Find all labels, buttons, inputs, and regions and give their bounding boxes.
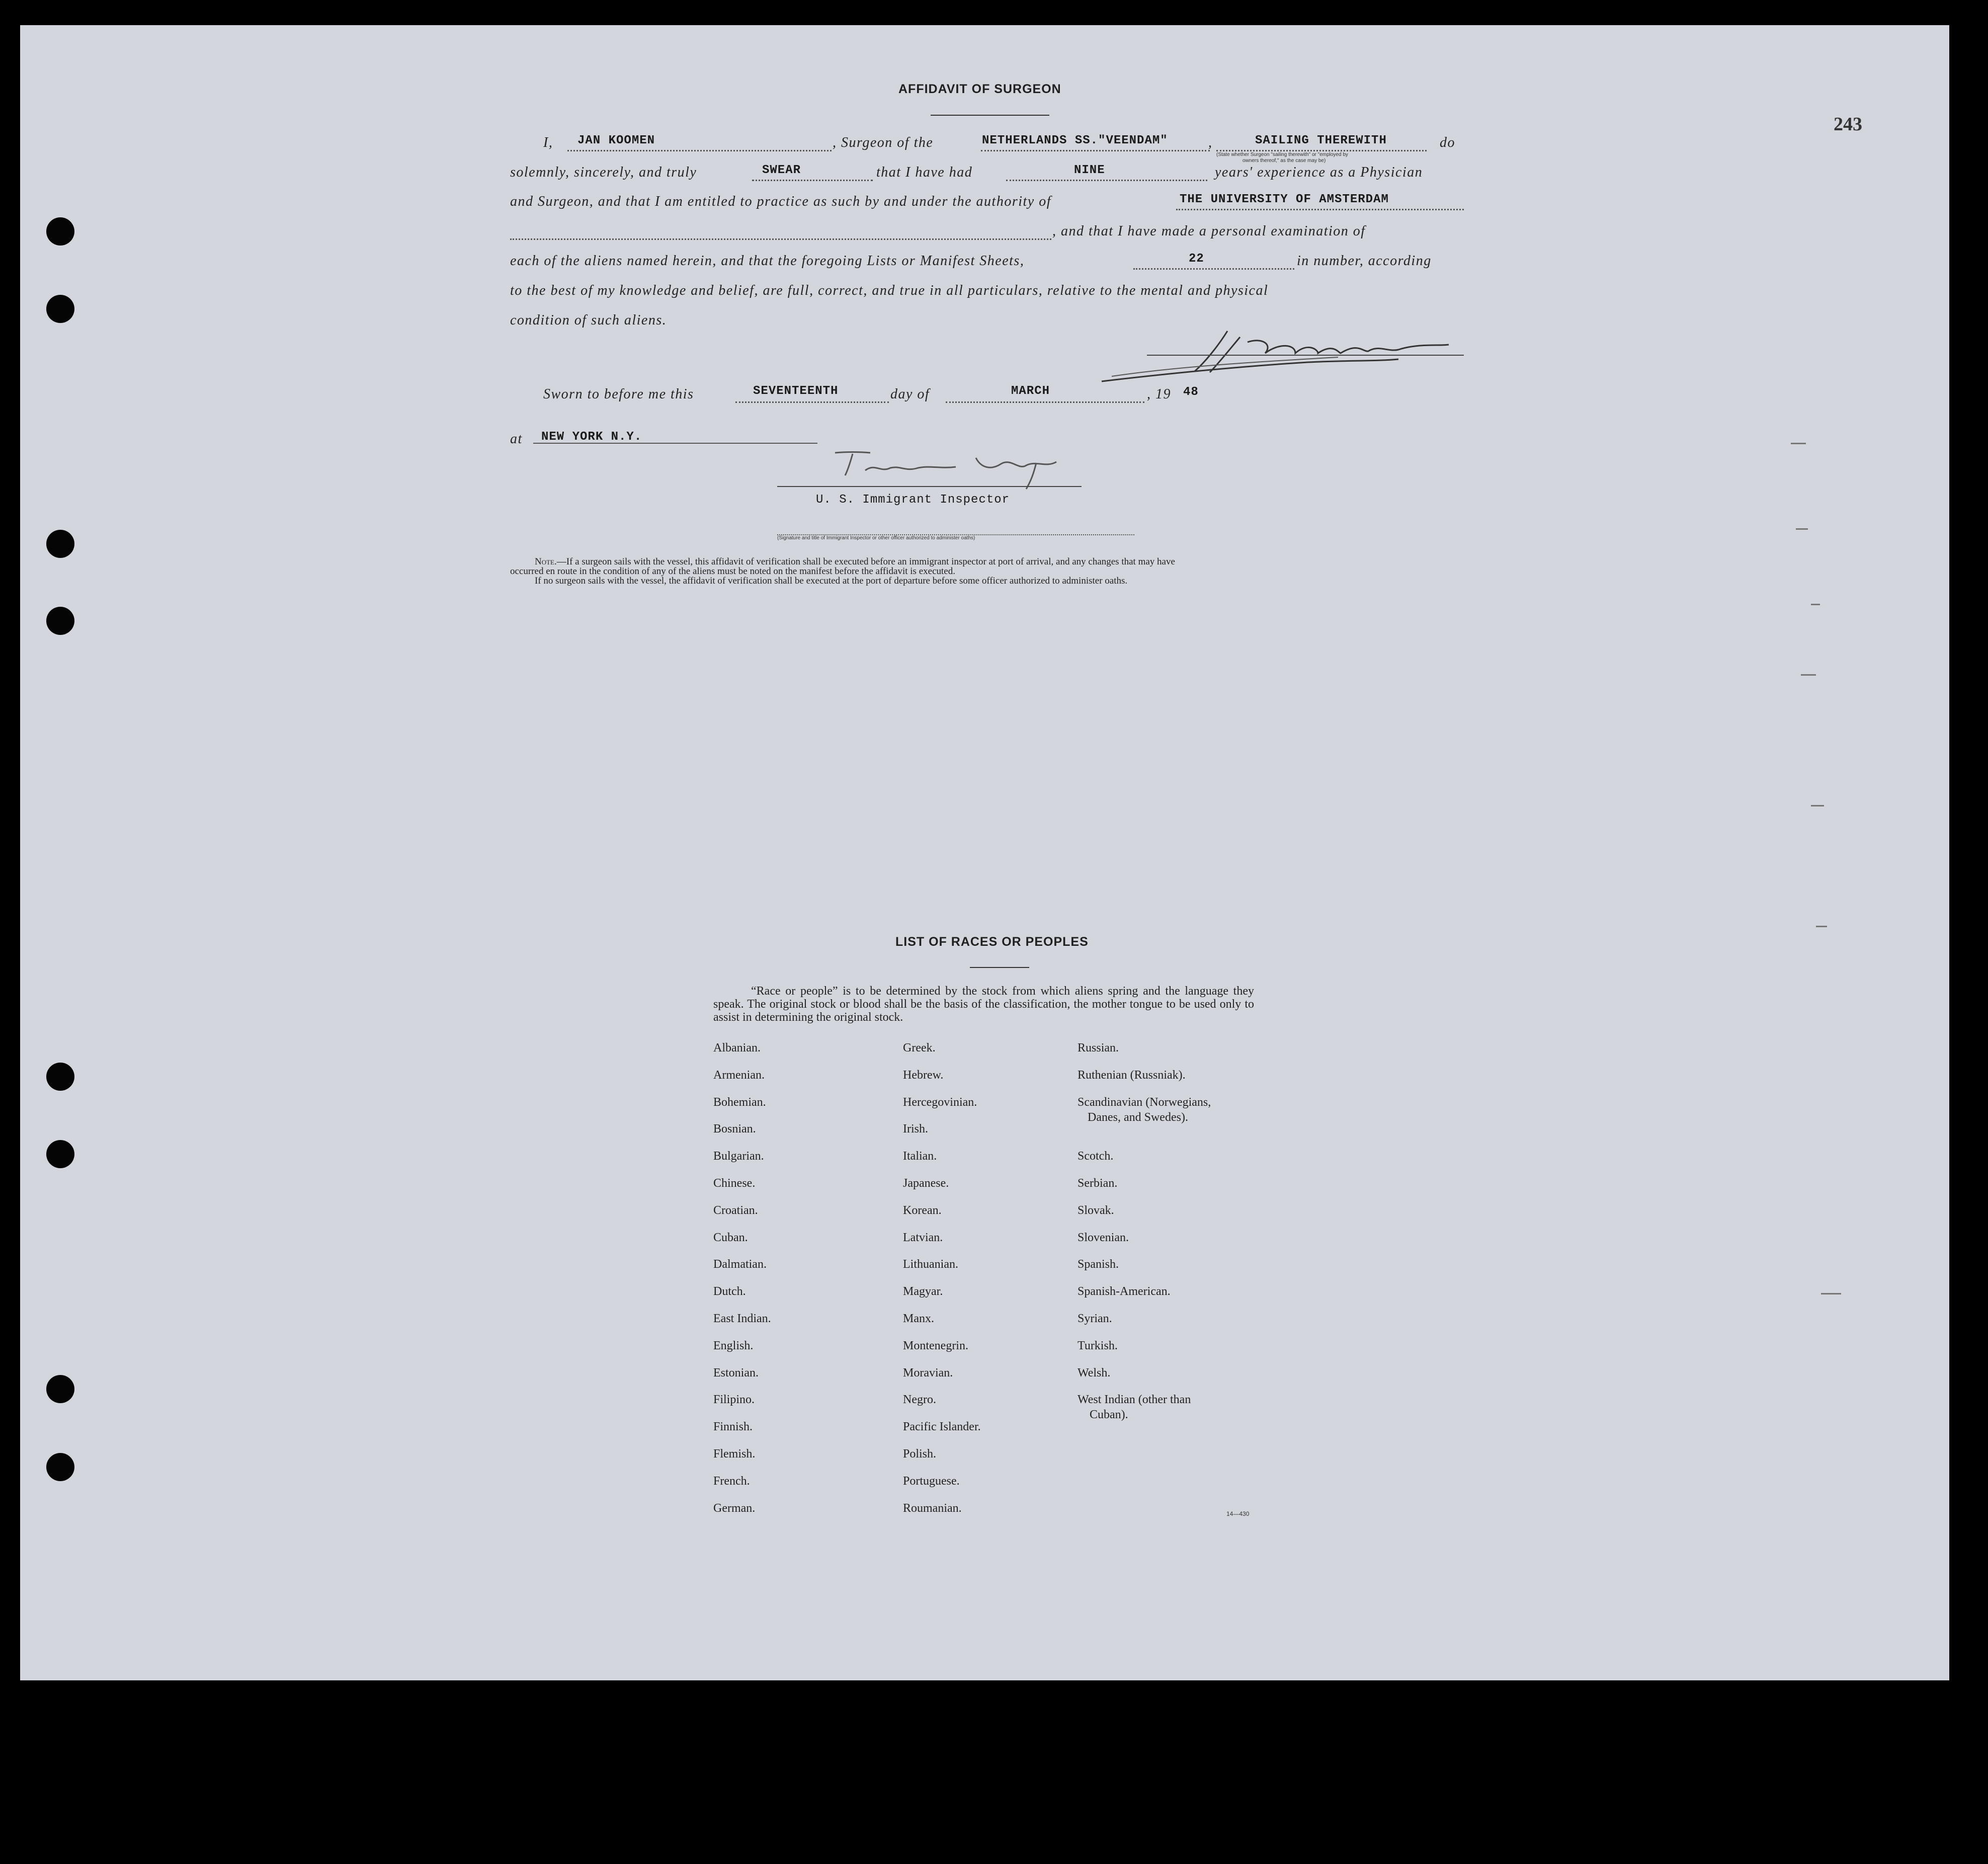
races-title-underline: [970, 967, 1029, 968]
affidavit-text: , Surgeon of the: [833, 135, 934, 150]
affidavit-text: and Surgeon, and that I am entitled to practice as such by and under the authority of: [510, 194, 1051, 209]
race-item: Flemish.: [713, 1447, 756, 1461]
oath-value: SWEAR: [762, 164, 801, 177]
note-text: If no surgeon sails with the vessel, the affidavit of verification shall be executed at the port of departure before some officer authorized to administer oaths.: [535, 576, 1128, 586]
race-item: Greek.: [903, 1041, 936, 1055]
race-item: Moravian.: [903, 1366, 953, 1380]
form-number: 14—430: [1226, 1510, 1250, 1517]
affidavit-text: in number, according: [1297, 253, 1432, 269]
binder-hole: [46, 217, 74, 246]
race-item: Bohemian.: [713, 1095, 766, 1109]
binder-hole: [46, 1375, 74, 1403]
race-item: Serbian.: [1078, 1176, 1118, 1190]
sworn-year-value: 48: [1183, 385, 1199, 399]
surgeon-name-value: JAN KOOMEN: [577, 134, 655, 147]
races-intro: “Race or people” is to be determined by the stock from which aliens spring and the language they speak. The original stock or blood shall be the basis of the classification, the mother tongue to be used only to assist in determining the original stock.: [713, 985, 1254, 1024]
affidavit-text: do: [1440, 135, 1455, 150]
race-item: Italian.: [903, 1150, 937, 1163]
race-item: Albanian.: [713, 1041, 761, 1055]
race-item: Slovenian.: [1078, 1231, 1129, 1244]
status-note: owners thereof," as the case may be): [1242, 158, 1326, 164]
race-item: Spanish.: [1078, 1258, 1119, 1271]
scan-mark: [1821, 1293, 1841, 1294]
status-note: (State whether Surgeon "sailing therewith" or "employed by: [1216, 152, 1348, 157]
affidavit-title: AFFIDAVIT OF SURGEON: [898, 82, 1061, 96]
race-item: Irish.: [903, 1122, 928, 1136]
fill-line: [735, 401, 889, 403]
inspector-signature: [825, 443, 1076, 493]
fill-line: [533, 443, 817, 444]
race-item: Turkish.: [1078, 1339, 1118, 1352]
race-item: Finnish.: [713, 1420, 753, 1434]
surgeon-status-value: SAILING THEREWITH: [1255, 134, 1387, 147]
affidavit-text: Sworn to before me this: [543, 386, 694, 402]
inspector-title-value: U. S. Immigrant Inspector: [816, 493, 1010, 507]
affidavit-text: condition of such aliens.: [510, 312, 667, 328]
affidavit-text: ,: [1208, 135, 1213, 150]
race-item: Armenian.: [713, 1068, 765, 1082]
binder-hole: [46, 1140, 74, 1168]
fill-line: [1216, 150, 1427, 151]
title-underline: [931, 115, 1049, 116]
race-item: Ruthenian (Russniak).: [1078, 1068, 1186, 1082]
fill-line: [1006, 180, 1207, 181]
affidavit-text: years' experience as a Physician: [1215, 165, 1423, 180]
scan-mark: [1816, 926, 1827, 927]
race-item: Hercegovinian.: [903, 1095, 977, 1109]
fill-line: [981, 150, 1210, 151]
race-item: Scotch.: [1078, 1150, 1114, 1163]
sworn-day-value: SEVENTEENTH: [753, 384, 839, 398]
affidavit-text: at: [510, 431, 523, 447]
note-text: —If a surgeon sails with the vessel, this affidavit of verification shall be executed before an immigrant inspector at port of arrival, and any changes that may have: [556, 556, 1175, 567]
race-item: Danes, and Swedes).: [1088, 1110, 1188, 1124]
ship-name-value: NETHERLANDS SS."VEENDAM": [982, 134, 1168, 147]
binder-hole: [46, 295, 74, 323]
race-item: Hebrew.: [903, 1068, 944, 1082]
races-title: LIST OF RACES OR PEOPLES: [895, 935, 1089, 949]
fill-line: [510, 238, 1051, 240]
note-text: occurred en route in the condition of any of the aliens must be noted on the manifest before the affidavit is executed.: [510, 566, 955, 577]
race-item: Montenegrin.: [903, 1339, 968, 1352]
document-page: [20, 25, 1949, 1680]
affidavit-text: I,: [543, 135, 553, 150]
race-item: Syrian.: [1078, 1312, 1112, 1325]
fill-line: [1133, 268, 1294, 270]
race-item: Cuban.: [713, 1231, 748, 1244]
race-item: Magyar.: [903, 1285, 943, 1299]
race-item: Polish.: [903, 1447, 937, 1461]
affidavit-text: to the best of my knowledge and belief, are full, correct, and true in all particulars, relative to the mental and physical: [510, 283, 1269, 298]
race-item: Manx.: [903, 1312, 934, 1325]
race-item: Lithuanian.: [903, 1258, 958, 1271]
affidavit-text: , and that I have made a personal examination of: [1052, 223, 1366, 239]
race-item: Portuguese.: [903, 1474, 960, 1488]
affidavit-text: that I have had: [876, 165, 973, 180]
race-item: Bosnian.: [713, 1122, 756, 1136]
years-experience-value: NINE: [1074, 164, 1105, 177]
race-item: Croatian.: [713, 1203, 758, 1217]
affidavit-text: day of: [890, 386, 930, 402]
races-column-3: [1078, 1041, 1211, 1423]
inspector-caption: (Signature and title of Immigrant Inspector or other officer authorized to administer oaths): [777, 535, 975, 541]
races-column-1: [713, 1041, 771, 1528]
scan-mark: [1811, 805, 1824, 806]
race-item: West Indian (other than: [1078, 1393, 1191, 1407]
race-item: Slovak.: [1078, 1203, 1114, 1217]
race-item: Scandinavian (Norwegians,: [1078, 1095, 1211, 1109]
race-item: Estonian.: [713, 1366, 759, 1380]
race-item: Negro.: [903, 1393, 936, 1407]
fill-line: [946, 401, 1144, 403]
race-item: Pacific Islander.: [903, 1420, 981, 1434]
race-item: English.: [713, 1339, 754, 1352]
affidavit-text: solemnly, sincerely, and truly: [510, 165, 697, 180]
race-item: Korean.: [903, 1203, 942, 1217]
races-column-2: [903, 1041, 981, 1528]
scan-mark: [1791, 443, 1806, 444]
note-label: Note.: [535, 556, 557, 567]
fill-line: [752, 180, 873, 181]
race-item: Dalmatian.: [713, 1258, 767, 1271]
race-item: Dutch.: [713, 1285, 746, 1299]
race-item: Filipino.: [713, 1393, 755, 1407]
affidavit-text: each of the aliens named herein, and that the foregoing Lists or Manifest Sheets,: [510, 253, 1025, 269]
signature-line: [1147, 355, 1464, 356]
binder-hole: [46, 1063, 74, 1091]
sworn-month-value: MARCH: [1011, 384, 1050, 398]
race-item: Cuban).: [1090, 1408, 1128, 1422]
race-item: Chinese.: [713, 1176, 756, 1190]
race-item: Roumanian.: [903, 1501, 962, 1515]
race-item: German.: [713, 1501, 756, 1515]
scan-mark: [1811, 604, 1820, 605]
scan-mark: [1796, 528, 1808, 530]
inspector-signature-line: [777, 486, 1082, 487]
race-item: Bulgarian.: [713, 1150, 764, 1163]
fill-line: [1176, 209, 1464, 210]
page-number: 243: [1834, 114, 1862, 135]
manifest-sheets-value: 22: [1189, 252, 1204, 266]
binder-hole: [46, 1453, 74, 1481]
binder-hole: [46, 607, 74, 635]
race-item: French.: [713, 1474, 750, 1488]
race-item: East Indian.: [713, 1312, 771, 1325]
affidavit-text: , 19: [1147, 386, 1171, 402]
authority-value: THE UNIVERSITY OF AMSTERDAM: [1180, 193, 1389, 206]
scan-mark: [1801, 674, 1816, 676]
race-item: Welsh.: [1078, 1366, 1111, 1380]
sworn-place-value: NEW YORK N.Y.: [541, 430, 642, 444]
fill-line: [567, 150, 832, 151]
race-item: Latvian.: [903, 1231, 943, 1244]
race-item: Russian.: [1078, 1041, 1119, 1055]
race-item: Spanish-American.: [1078, 1285, 1171, 1299]
binder-hole: [46, 530, 74, 558]
race-item: Japanese.: [903, 1176, 949, 1190]
